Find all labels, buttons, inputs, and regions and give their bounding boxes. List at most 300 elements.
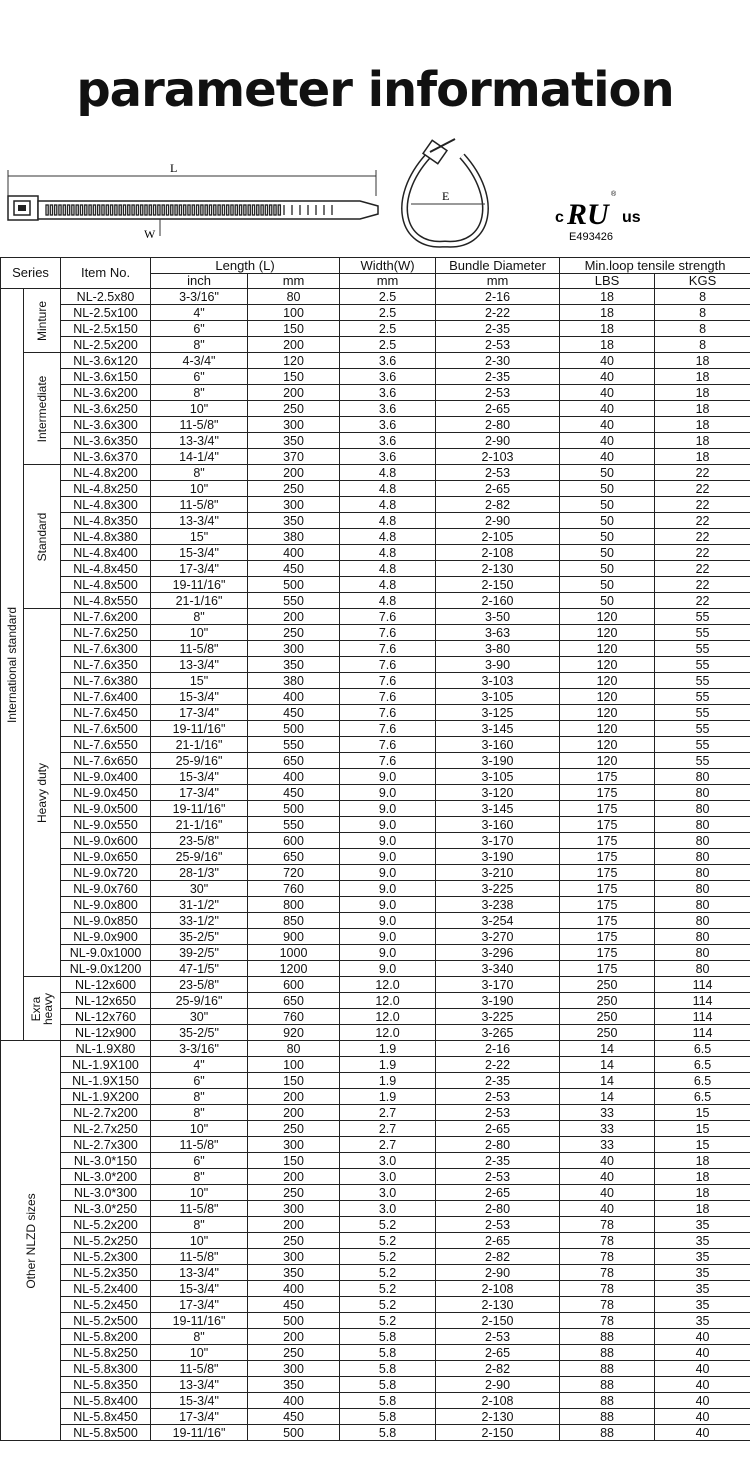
length-inch: 10" <box>151 1233 248 1249</box>
bundle-diameter: 2-108 <box>436 1393 560 1409</box>
table-row <box>1 1297 750 1313</box>
tensile-kgs: 55 <box>655 625 750 641</box>
tensile-kgs: 80 <box>655 769 750 785</box>
tensile-kgs: 80 <box>655 817 750 833</box>
item-no: NL-9.0x550 <box>61 817 151 833</box>
tensile-kgs: 8 <box>655 289 750 305</box>
length-mm: 300 <box>248 641 340 657</box>
tensile-kgs: 40 <box>655 1409 750 1425</box>
tensile-lbs: 50 <box>560 545 655 561</box>
length-inch: 13-3/4" <box>151 657 248 673</box>
item-no: NL-5.2x500 <box>61 1313 151 1329</box>
table-row <box>1 1265 750 1281</box>
tensile-lbs: 175 <box>560 817 655 833</box>
item-no: NL-5.8x350 <box>61 1377 151 1393</box>
length-inch: 10" <box>151 1121 248 1137</box>
table-row <box>1 737 750 753</box>
tensile-lbs: 40 <box>560 385 655 401</box>
table-row <box>1 1361 750 1377</box>
table-row <box>1 705 750 721</box>
bundle-diameter: 3-145 <box>436 801 560 817</box>
item-no: NL-3.6x120 <box>61 353 151 369</box>
tensile-kgs: 22 <box>655 497 750 513</box>
tensile-kgs: 6.5 <box>655 1073 750 1089</box>
item-no: NL-7.6x550 <box>61 737 151 753</box>
bundle-diameter: 3-225 <box>436 881 560 897</box>
table-row <box>1 1425 750 1441</box>
item-no: NL-2.5x200 <box>61 337 151 353</box>
item-no: NL-4.8x350 <box>61 513 151 529</box>
length-mm: 400 <box>248 1393 340 1409</box>
length-mm: 300 <box>248 1361 340 1377</box>
tensile-kgs: 22 <box>655 465 750 481</box>
table-row <box>1 721 750 737</box>
tensile-kgs: 35 <box>655 1313 750 1329</box>
tensile-kgs: 40 <box>655 1425 750 1441</box>
table-row <box>1 753 750 769</box>
item-no: NL-3.6x200 <box>61 385 151 401</box>
bundle-diameter: 3-254 <box>436 913 560 929</box>
item-no: NL-3.6x250 <box>61 401 151 417</box>
svg-text:c: c <box>555 209 564 226</box>
width-mm: 12.0 <box>340 1009 436 1025</box>
width-mm: 7.6 <box>340 673 436 689</box>
tensile-lbs: 40 <box>560 1185 655 1201</box>
table-row <box>1 817 750 833</box>
tensile-kgs: 15 <box>655 1121 750 1137</box>
item-no: NL-12x760 <box>61 1009 151 1025</box>
length-inch: 4" <box>151 1057 248 1073</box>
item-no: NL-7.6x650 <box>61 753 151 769</box>
table-row <box>1 945 750 961</box>
tensile-lbs: 18 <box>560 289 655 305</box>
bundle-diameter: 3-125 <box>436 705 560 721</box>
length-inch: 15-3/4" <box>151 1281 248 1297</box>
tensile-lbs: 175 <box>560 961 655 977</box>
item-no: NL-4.8x300 <box>61 497 151 513</box>
bundle-diameter: 2-65 <box>436 1121 560 1137</box>
cable-tie-diagram <box>0 138 750 248</box>
table-row <box>1 769 750 785</box>
length-mm: 250 <box>248 1233 340 1249</box>
tensile-kgs: 8 <box>655 305 750 321</box>
length-inch: 33-1/2" <box>151 913 248 929</box>
tensile-lbs: 14 <box>560 1089 655 1105</box>
length-mm: 250 <box>248 1345 340 1361</box>
tensile-kgs: 18 <box>655 385 750 401</box>
table-row <box>1 993 750 1009</box>
bundle-diameter: 3-105 <box>436 769 560 785</box>
length-mm: 350 <box>248 1377 340 1393</box>
bundle-diameter: 2-108 <box>436 1281 560 1297</box>
length-inch: 30" <box>151 1009 248 1025</box>
table-row <box>1 1249 750 1265</box>
tensile-lbs: 40 <box>560 449 655 465</box>
length-mm: 920 <box>248 1025 340 1041</box>
table-row <box>1 977 750 993</box>
tensile-lbs: 120 <box>560 737 655 753</box>
length-mm: 380 <box>248 529 340 545</box>
item-no: NL-1.9X100 <box>61 1057 151 1073</box>
width-mm: 5.2 <box>340 1297 436 1313</box>
tensile-lbs: 175 <box>560 881 655 897</box>
length-inch: 17-3/4" <box>151 561 248 577</box>
tensile-lbs: 120 <box>560 625 655 641</box>
bundle-diameter: 2-150 <box>436 1425 560 1441</box>
length-inch: 15-3/4" <box>151 545 248 561</box>
tensile-kgs: 18 <box>655 1153 750 1169</box>
tensile-kgs: 114 <box>655 977 750 993</box>
length-inch: 35-2/5" <box>151 1025 248 1041</box>
length-mm: 200 <box>248 1105 340 1121</box>
tensile-kgs: 18 <box>655 369 750 385</box>
width-mm: 12.0 <box>340 1025 436 1041</box>
width-mm: 5.8 <box>340 1361 436 1377</box>
width-mm: 2.5 <box>340 337 436 353</box>
tensile-kgs: 114 <box>655 1025 750 1041</box>
bundle-diameter: 2-82 <box>436 497 560 513</box>
length-inch: 11-5/8" <box>151 1201 248 1217</box>
tensile-lbs: 78 <box>560 1217 655 1233</box>
length-mm: 1200 <box>248 961 340 977</box>
dim-label-w: W <box>144 227 156 241</box>
bundle-diameter: 2-65 <box>436 1185 560 1201</box>
length-inch: 21-1/16" <box>151 593 248 609</box>
length-inch: 13-3/4" <box>151 1377 248 1393</box>
item-no: NL-9.0x760 <box>61 881 151 897</box>
item-no: NL-5.2x250 <box>61 1233 151 1249</box>
tensile-kgs: 80 <box>655 929 750 945</box>
item-no: NL-7.6x500 <box>61 721 151 737</box>
item-no: NL-9.0x400 <box>61 769 151 785</box>
parameter-table <box>0 257 750 1441</box>
length-mm: 900 <box>248 929 340 945</box>
width-mm: 9.0 <box>340 945 436 961</box>
table-row <box>1 513 750 529</box>
length-mm: 200 <box>248 465 340 481</box>
svg-text:RU: RU <box>567 198 609 231</box>
tensile-lbs: 50 <box>560 561 655 577</box>
table-row <box>1 1169 750 1185</box>
width-mm: 7.6 <box>340 721 436 737</box>
item-no: NL-2.5x150 <box>61 321 151 337</box>
tensile-lbs: 250 <box>560 977 655 993</box>
tensile-lbs: 40 <box>560 1153 655 1169</box>
bundle-diameter: 3-170 <box>436 833 560 849</box>
tensile-lbs: 33 <box>560 1105 655 1121</box>
length-inch: 8" <box>151 609 248 625</box>
tensile-kgs: 114 <box>655 1009 750 1025</box>
item-no: NL-5.8x500 <box>61 1425 151 1441</box>
bundle-diameter: 3-103 <box>436 673 560 689</box>
group-label: International standard <box>1 289 24 1041</box>
tensile-kgs: 55 <box>655 689 750 705</box>
width-mm: 5.8 <box>340 1425 436 1441</box>
bundle-diameter: 3-90 <box>436 657 560 673</box>
dim-label-l: L <box>170 161 178 175</box>
tensile-lbs: 175 <box>560 913 655 929</box>
tensile-lbs: 175 <box>560 801 655 817</box>
item-no: NL-3.6x300 <box>61 417 151 433</box>
width-mm: 9.0 <box>340 913 436 929</box>
item-no: NL-4.8x200 <box>61 465 151 481</box>
length-mm: 80 <box>248 1041 340 1057</box>
table-row <box>1 641 750 657</box>
table-row <box>1 417 750 433</box>
tensile-lbs: 40 <box>560 1201 655 1217</box>
tensile-kgs: 18 <box>655 417 750 433</box>
tensile-lbs: 88 <box>560 1377 655 1393</box>
width-mm: 7.6 <box>340 689 436 705</box>
width-mm: 4.8 <box>340 577 436 593</box>
item-no: NL-5.2x450 <box>61 1297 151 1313</box>
length-mm: 350 <box>248 1265 340 1281</box>
length-mm: 850 <box>248 913 340 929</box>
item-no: NL-4.8x450 <box>61 561 151 577</box>
tensile-lbs: 120 <box>560 609 655 625</box>
length-inch: 6" <box>151 369 248 385</box>
width-mm: 4.8 <box>340 481 436 497</box>
length-inch: 15-3/4" <box>151 689 248 705</box>
subseries-label: Minture <box>24 289 61 353</box>
width-mm: 5.8 <box>340 1393 436 1409</box>
table-row <box>1 1057 750 1073</box>
tensile-lbs: 78 <box>560 1249 655 1265</box>
length-mm: 400 <box>248 545 340 561</box>
bundle-diameter: 2-53 <box>436 1105 560 1121</box>
width-mm: 7.6 <box>340 641 436 657</box>
length-mm: 100 <box>248 1057 340 1073</box>
bundle-diameter: 2-30 <box>436 353 560 369</box>
length-mm: 400 <box>248 1281 340 1297</box>
tensile-kgs: 40 <box>655 1329 750 1345</box>
bundle-diameter: 2-35 <box>436 1153 560 1169</box>
bundle-diameter: 3-190 <box>436 753 560 769</box>
tensile-lbs: 175 <box>560 769 655 785</box>
subseries-label: Exra heavy <box>24 977 61 1041</box>
table-row <box>1 801 750 817</box>
length-mm: 80 <box>248 289 340 305</box>
item-no: NL-9.0x800 <box>61 897 151 913</box>
tensile-kgs: 55 <box>655 705 750 721</box>
table-row <box>1 657 750 673</box>
length-mm: 150 <box>248 1073 340 1089</box>
bundle-diameter: 3-340 <box>436 961 560 977</box>
page-title: parameter information <box>76 62 674 118</box>
item-no: NL-4.8x550 <box>61 593 151 609</box>
tensile-lbs: 18 <box>560 337 655 353</box>
tensile-kgs: 35 <box>655 1265 750 1281</box>
bundle-diameter: 2-90 <box>436 433 560 449</box>
tensile-lbs: 88 <box>560 1329 655 1345</box>
width-mm: 3.0 <box>340 1153 436 1169</box>
width-mm: 3.6 <box>340 417 436 433</box>
tensile-kgs: 80 <box>655 881 750 897</box>
width-mm: 12.0 <box>340 993 436 1009</box>
table-row <box>1 385 750 401</box>
tensile-kgs: 55 <box>655 657 750 673</box>
length-mm: 450 <box>248 1409 340 1425</box>
tensile-lbs: 40 <box>560 401 655 417</box>
item-no: NL-1.9X150 <box>61 1073 151 1089</box>
tensile-lbs: 88 <box>560 1425 655 1441</box>
bundle-diameter: 2-90 <box>436 1265 560 1281</box>
tensile-kgs: 18 <box>655 1201 750 1217</box>
width-mm: 5.2 <box>340 1313 436 1329</box>
bundle-diameter: 3-210 <box>436 865 560 881</box>
width-mm: 3.6 <box>340 433 436 449</box>
width-mm: 4.8 <box>340 545 436 561</box>
length-inch: 25-9/16" <box>151 753 248 769</box>
tensile-kgs: 15 <box>655 1137 750 1153</box>
length-mm: 500 <box>248 1425 340 1441</box>
length-inch: 8" <box>151 337 248 353</box>
header-lbs: LBS <box>560 274 655 289</box>
item-no: NL-12x650 <box>61 993 151 1009</box>
length-mm: 200 <box>248 385 340 401</box>
subseries-label: Standard <box>24 465 61 609</box>
header-tensile-strength: Min.loop tensile strength <box>560 258 750 274</box>
length-mm: 550 <box>248 593 340 609</box>
tensile-kgs: 35 <box>655 1249 750 1265</box>
header-length: Length (L) <box>151 258 340 274</box>
length-inch: 15" <box>151 529 248 545</box>
width-mm: 7.6 <box>340 625 436 641</box>
tensile-lbs: 50 <box>560 593 655 609</box>
length-mm: 350 <box>248 433 340 449</box>
table-row <box>1 625 750 641</box>
tensile-lbs: 78 <box>560 1313 655 1329</box>
bundle-diameter: 3-238 <box>436 897 560 913</box>
ul-certification-logo <box>555 190 641 243</box>
bundle-diameter: 2-90 <box>436 1377 560 1393</box>
tensile-kgs: 55 <box>655 753 750 769</box>
table-row <box>1 881 750 897</box>
tensile-lbs: 18 <box>560 321 655 337</box>
bundle-diameter: 2-22 <box>436 305 560 321</box>
length-inch: 25-9/16" <box>151 849 248 865</box>
table-row <box>1 929 750 945</box>
table-row <box>1 1201 750 1217</box>
tensile-kgs: 18 <box>655 401 750 417</box>
tensile-kgs: 40 <box>655 1377 750 1393</box>
tensile-lbs: 175 <box>560 833 655 849</box>
tensile-lbs: 50 <box>560 529 655 545</box>
table-row <box>1 1377 750 1393</box>
item-no: NL-7.6x250 <box>61 625 151 641</box>
table-row <box>1 1313 750 1329</box>
bundle-diameter: 2-65 <box>436 401 560 417</box>
item-no: NL-9.0x1200 <box>61 961 151 977</box>
length-mm: 300 <box>248 1249 340 1265</box>
tensile-kgs: 40 <box>655 1393 750 1409</box>
tensile-lbs: 14 <box>560 1041 655 1057</box>
header-inch: inch <box>151 274 248 289</box>
width-mm: 3.0 <box>340 1185 436 1201</box>
item-no: NL-5.2x300 <box>61 1249 151 1265</box>
length-mm: 350 <box>248 657 340 673</box>
bundle-diameter: 3-145 <box>436 721 560 737</box>
table-row <box>1 1233 750 1249</box>
tensile-lbs: 78 <box>560 1281 655 1297</box>
item-no: NL-3.6x350 <box>61 433 151 449</box>
width-mm: 3.6 <box>340 449 436 465</box>
tensile-lbs: 120 <box>560 657 655 673</box>
table-row <box>1 465 750 481</box>
tensile-kgs: 8 <box>655 321 750 337</box>
tensile-kgs: 22 <box>655 545 750 561</box>
table-row <box>1 1409 750 1425</box>
table-row <box>1 689 750 705</box>
bundle-diameter: 3-160 <box>436 737 560 753</box>
table-row <box>1 401 750 417</box>
tensile-lbs: 40 <box>560 369 655 385</box>
width-mm: 4.8 <box>340 561 436 577</box>
width-mm: 5.2 <box>340 1233 436 1249</box>
header-length-mm: mm <box>248 274 340 289</box>
header-bundle-mm: mm <box>436 274 560 289</box>
length-inch: 13-3/4" <box>151 1265 248 1281</box>
width-mm: 1.9 <box>340 1041 436 1057</box>
length-inch: 15-3/4" <box>151 1393 248 1409</box>
item-no: NL-4.8x380 <box>61 529 151 545</box>
width-mm: 12.0 <box>340 977 436 993</box>
bundle-diameter: 2-22 <box>436 1057 560 1073</box>
width-mm: 3.6 <box>340 385 436 401</box>
length-inch: 8" <box>151 1217 248 1233</box>
tensile-kgs: 80 <box>655 865 750 881</box>
table-row <box>1 289 750 305</box>
width-mm: 4.8 <box>340 497 436 513</box>
item-no: NL-7.6x300 <box>61 641 151 657</box>
item-no: NL-4.8x250 <box>61 481 151 497</box>
table-row <box>1 369 750 385</box>
tensile-lbs: 78 <box>560 1233 655 1249</box>
tensile-kgs: 80 <box>655 945 750 961</box>
length-mm: 550 <box>248 817 340 833</box>
width-mm: 4.8 <box>340 593 436 609</box>
item-no: NL-2.5x80 <box>61 289 151 305</box>
table-row <box>1 593 750 609</box>
tensile-kgs: 35 <box>655 1297 750 1313</box>
length-mm: 760 <box>248 881 340 897</box>
table-row <box>1 849 750 865</box>
tensile-lbs: 175 <box>560 929 655 945</box>
length-inch: 3-3/16" <box>151 289 248 305</box>
item-no: NL-5.8x400 <box>61 1393 151 1409</box>
tensile-kgs: 55 <box>655 609 750 625</box>
tensile-kgs: 18 <box>655 353 750 369</box>
tensile-lbs: 175 <box>560 945 655 961</box>
bundle-diameter: 3-296 <box>436 945 560 961</box>
tensile-kgs: 22 <box>655 561 750 577</box>
length-mm: 720 <box>248 865 340 881</box>
bundle-diameter: 2-16 <box>436 1041 560 1057</box>
table-row <box>1 833 750 849</box>
bundle-diameter: 2-53 <box>436 1089 560 1105</box>
length-inch: 15-3/4" <box>151 769 248 785</box>
item-no: NL-9.0x850 <box>61 913 151 929</box>
table-row <box>1 449 750 465</box>
length-inch: 28-1/3" <box>151 865 248 881</box>
width-mm: 7.6 <box>340 609 436 625</box>
table-row <box>1 1121 750 1137</box>
bundle-diameter: 2-53 <box>436 465 560 481</box>
length-inch: 23-5/8" <box>151 833 248 849</box>
length-mm: 450 <box>248 705 340 721</box>
width-mm: 2.5 <box>340 321 436 337</box>
length-mm: 150 <box>248 321 340 337</box>
